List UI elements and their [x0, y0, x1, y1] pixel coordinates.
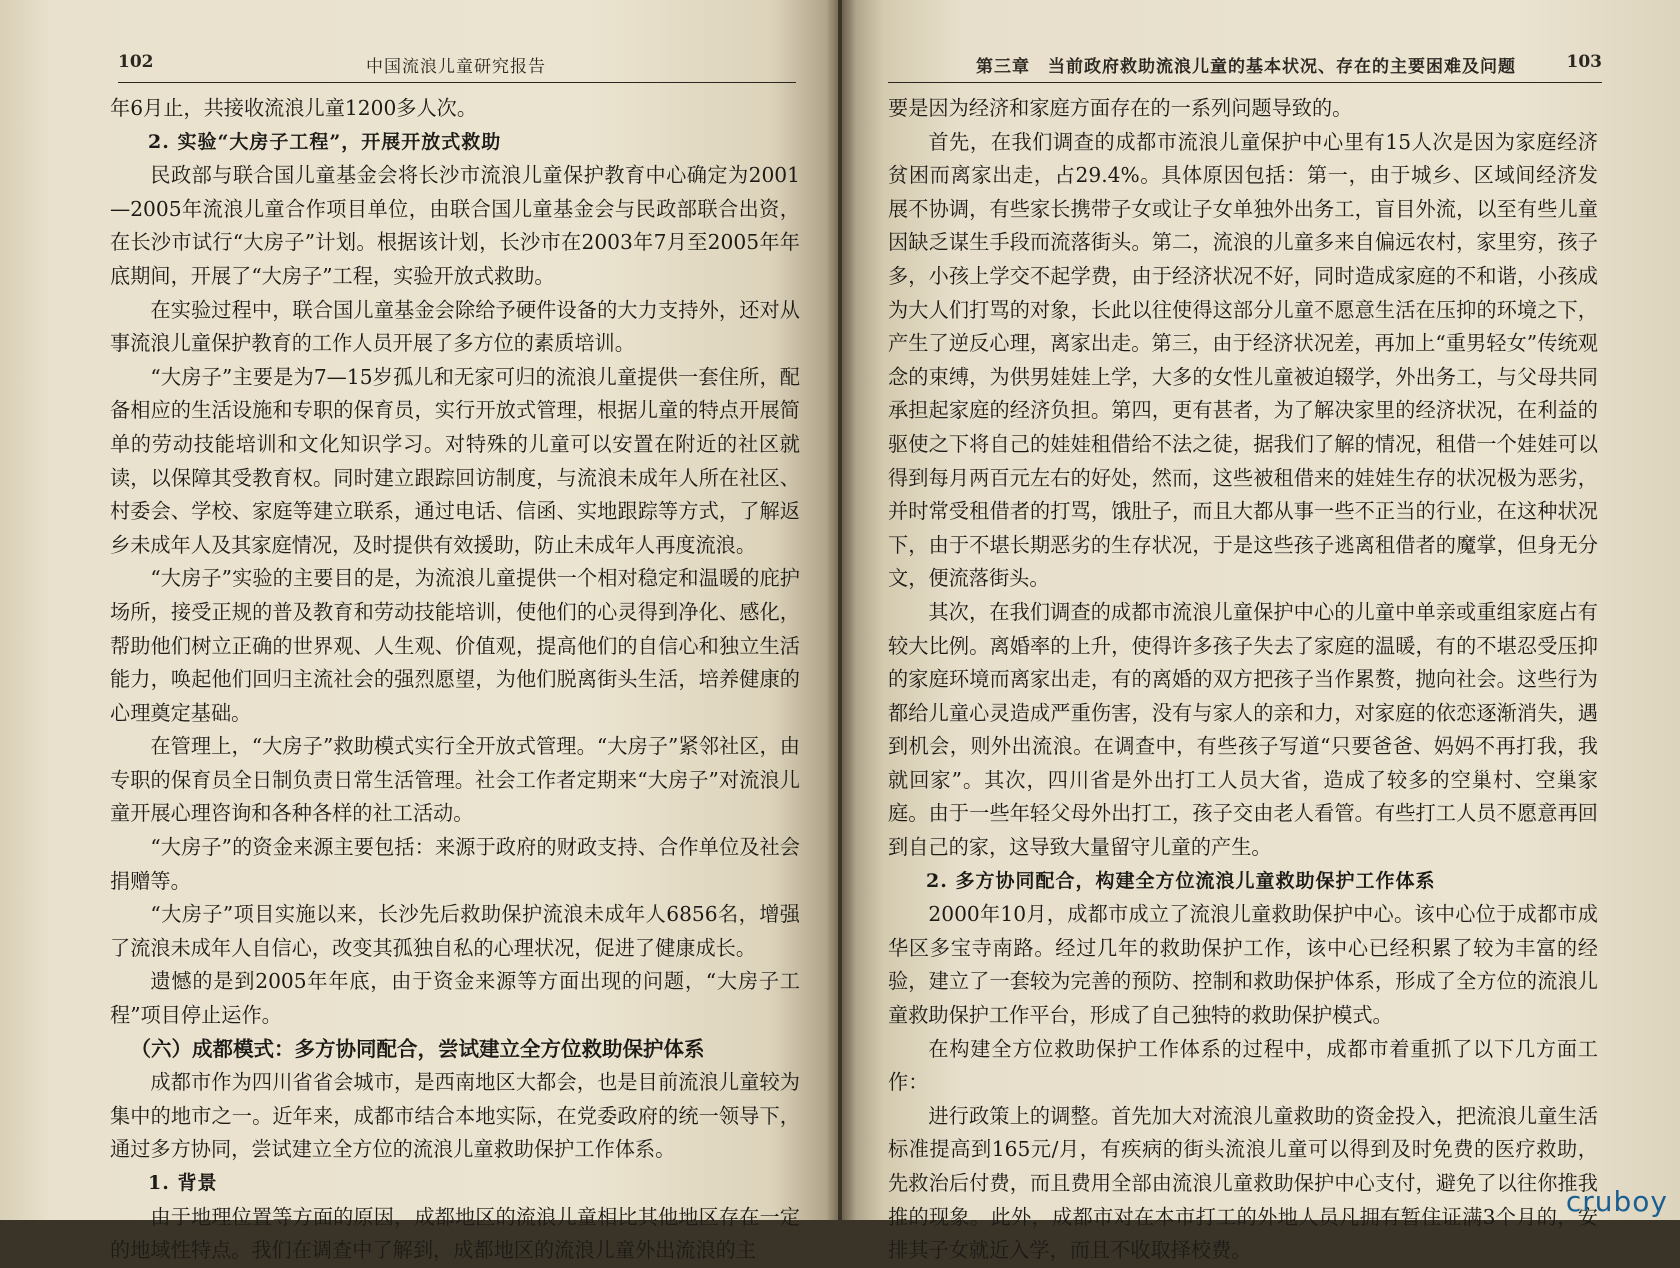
- left-page: [0, 0, 838, 1263]
- watermark: cruboy: [1565, 1185, 1668, 1218]
- subsection-heading: 2. 实验“大房子工程”，开展开放式救助: [148, 130, 502, 153]
- subsection-heading: 2. 多方协同配合，构建全方位流浪儿童救助保护工作体系: [926, 869, 1436, 892]
- paragraph: “大房子”实验的主要目的是，为流浪儿童提供一个相对稳定和温暖的庇护场所，接受正规的普及教育和劳动技能培训，使他们的心灵得到净化、感化，帮助他们树立正确的世界观、人生观、价值观，提高他们的自信心和独立生活能力，唤起他们回归主流社会的强烈愿望，为他们脱离街头生活，培养健康的心理奠定基础。: [110, 566, 800, 725]
- paragraph: 其次，在我们调查的成都市流浪儿童保护中心的儿童中单亲或重组家庭占有较大比例。离婚率的上升，使得许多孩子失去了家庭的温暖，有的不堪忍受压抑的家庭环境而离家出走，有的离婚的双方把孩子当作累赘，抛向社会。这些行为都给儿童心灵造成严重伤害，没有与家人的亲和力，对家庭的依恋逐渐消失，遇到机会，则外出流浪。在调查中，有些孩子写道“只要爸爸、妈妈不再打我，我就回家”。其次，四川省是外出打工人员大省，造成了较多的空巢村、空巢家庭。由于一些年轻父母外出打工，孩子交由老人看管。有些打工人员不愿意再回到自己的家，这导致大量留守儿童的产生。: [888, 599, 1598, 860]
- right-running-header: [888, 48, 1602, 83]
- paragraph: “大房子”项目实施以来，长沙先后救助保护流浪未成年人6856名，增强了流浪未成年人自信心，改变其孤独自私的心理状况，促进了健康成长。: [110, 902, 800, 960]
- left-page-body: [110, 92, 800, 1268]
- paragraph: 成都市作为四川省省会城市，是西南地区大都会，也是目前流浪儿童较为集中的地市之一。近年来，成都市结合本地实际，在党委政府的统一领导下，通过多方协同，尝试建立全方位的流浪儿童救助保护工作体系。: [110, 1070, 800, 1162]
- right-running-title: 第三章 当前政府救助流浪儿童的基本状况、存在的主要困难及问题: [976, 57, 1516, 77]
- paragraph: 年6月止，共接收流浪儿童1200多人次。: [110, 96, 478, 120]
- right-page: [842, 0, 1680, 1263]
- paragraph: 2000年10月，成都市成立了流浪儿童救助保护中心。该中心位于成都市成华区多宝寺南路。经过几年的救助保护工作，该中心已经积累了较为丰富的经验，建立了一套较为完善的预防、控制和救助保护体系，形成了全方位的流浪儿童救助保护工作平台，形成了自己独特的救助保护模式。: [888, 902, 1598, 1028]
- paragraph: 在实验过程中，联合国儿童基金会除给予硬件设备的大力支持外，还对从事流浪儿童保护教育的工作人员开展了多方位的素质培训。: [110, 297, 800, 356]
- paragraph: 遗憾的是到2005年年底，由于资金来源等方面出现的问题，“大房子工程”项目停止运作。: [110, 969, 800, 1028]
- left-page-number: 102: [118, 52, 154, 72]
- left-running-header: [118, 48, 796, 83]
- section-heading: （六）成都模式：多方协同配合，尝试建立全方位救助保护体系: [130, 1036, 705, 1061]
- subsection-heading: 1. 背景: [148, 1172, 218, 1194]
- right-page-body: [888, 92, 1598, 1268]
- paragraph: 民政部与联合国儿童基金会将长沙市流浪儿童保护教育中心确定为2001—2005年流浪儿童合作项目单位，由联合国儿童基金会与民政部联合出资，在长沙市试行“大房子”计划。根据该计划，长沙市在2003年7月至2005年年底期间，开展了“大房子”工程，实验开放式救助。: [110, 163, 800, 288]
- paragraph: 在构建全方位救助保护工作体系的过程中，成都市着重抓了以下几方面工作：: [888, 1036, 1598, 1095]
- left-running-title: 中国流浪儿童研究报告: [366, 57, 546, 77]
- paragraph: 进行政策上的调整。首先加大对流浪儿童救助的资金投入，把流浪儿童生活标准提高到165元/月，有疾病的街头流浪儿童可以得到及时免费的医疗救助，先救治后付费，而且费用全部由流浪儿童救助保护中心支付，避免了以往你推我推的现象。此外，成都市对在本市打工的外地人员凡拥有暂住证满3个月的，安排其子女就近入学，而且不收取择校费。: [888, 1103, 1598, 1263]
- paragraph: “大房子”主要是为7—15岁孤儿和无家可归的流浪儿童提供一套住所，配备相应的生活设施和专职的保育员，实行开放式管理，根据儿童的特点开展简单的劳动技能培训和文化知识学习。对特殊的儿童可以安置在附近的社区就读，以保障其受教育权。同时建立跟踪回访制度，与流浪未成年人所在社区、村委会、学校、家庭等建立联系，通过电话、信函、实地跟踪等方式，了解返乡未成年人及其家庭情况，及时提供有效援助，防止未成年人再度流浪。: [110, 364, 800, 557]
- right-page-number: 103: [1566, 52, 1602, 72]
- paragraph: “大房子”的资金来源主要包括：来源于政府的财政支持、合作单位及社会捐赠等。: [110, 835, 800, 893]
- paragraph: 要是因为经济和家庭方面存在的一系列问题导致的。: [888, 96, 1353, 120]
- book-gutter-shadow: [826, 0, 856, 1220]
- paragraph: 在管理上，“大房子”救助模式实行全开放式管理。“大房子”紧邻社区，由专职的保育员全日制负责日常生活管理。社会工作者定期来“大房子”对流浪儿童开展心理咨询和各种各样的社工活动。: [110, 734, 800, 826]
- paragraph: 首先，在我们调查的成都市流浪儿童保护中心里有15人次是因为家庭经济贫困而离家出走，占29.4%。具体原因包括：第一，由于城乡、区域间经济发展不协调，有些家长携带子女或让子女单独外出务工，盲目外流，以至有些儿童因缺乏谋生手段而流落街头。第二，流浪的儿童多来自偏远农村，家里穷，孩子多，小孩上学交不起学费，由于经济状况不好，同时造成家庭的不和谐，小孩成为大人们打骂的对象，长此以往使得这部分儿童不愿意生活在压抑的环境之下，产生了逆反心理，离家出走。第三，由于经济状况差，再加上“重男轻女”传统观念的束缚，为供男娃娃上学，大多的女性儿童被迫辍学，外出务工，与父母共同承担起家庭的经济负担。第四，更有甚者，为了解决家里的经济状况，在利益的驱使之下将自己的娃娃租借给不法之徒，据我们了解的情况，租借一个娃娃可以得到每月两百元左右的好处，然而，这些被租借来的娃娃生存的状况极为恶劣，并时常受租借者的打骂，饿肚子，而且大都从事一些不正当的行业，在这种状况下，由于不堪长期恶劣的生存状况，于是这些孩子逃离租借者的魔掌，但身无分文，便流落街头。: [888, 129, 1598, 591]
- paragraph: 由于地理位置等方面的原因，成都地区的流浪儿童相比其他地区存在一定的地域性特点。我们在调查中了解到，成都地区的流浪儿童外出流浪的主: [110, 1204, 800, 1263]
